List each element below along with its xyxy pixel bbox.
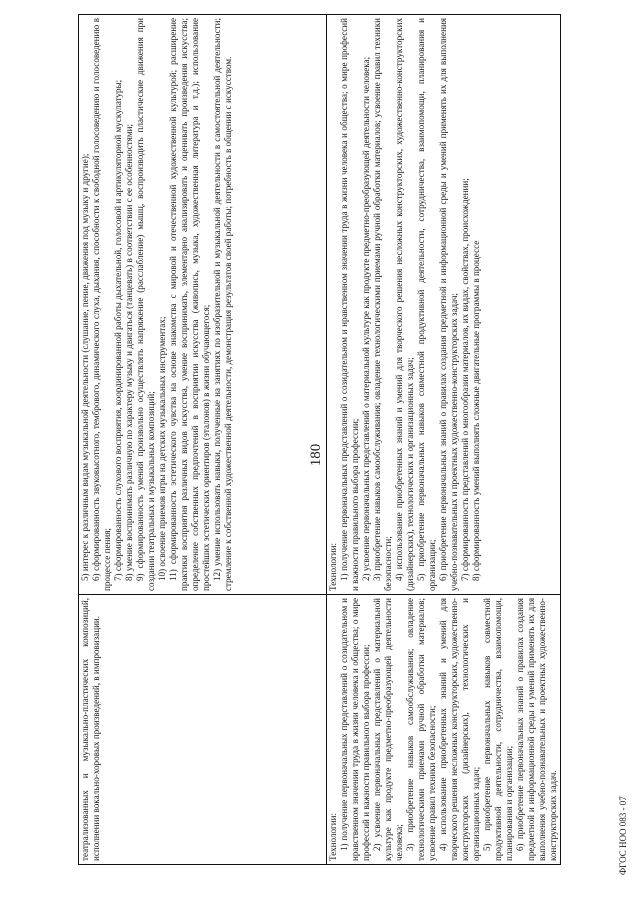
list-item: театрализованных и музыкально-пластических композиций, исполнении вокально-хоровых произведений, в импровизации. [80, 598, 101, 861]
cell-technology-left [327, 595, 561, 865]
list-item: 6) сформированность звуковысотного, тембрового, динамического слуха, дыхания, способности к свободной голосоведению и голосоведению в процессе пения; [91, 18, 112, 591]
list-item: 9) сформированность умений произвольно осуществлять напряжение (расслабление) мышц, воспроизводить пластические движения при создании театральных и музыкальных композиций; [135, 18, 156, 591]
table-row-technology [327, 15, 561, 865]
document-code: ФГОС НОО 083 - 07 [618, 796, 628, 875]
list-item: 12) умение использовать навыки, полученные на занятиях по изобразительной и музыкальной деятельности в самостоятельной деятельности; стремление к собственной художественной деятельности, демонстрация результатов своей работы; потребность в общении с искусством. [212, 18, 233, 591]
section-heading: Технологии: [328, 812, 338, 861]
list-item: 3) приобретение навыков самообслуживания; овладение технологическими приемами ручной обработки материалов; усвоение правил техники безопасности; [372, 18, 393, 591]
requirements-table [78, 14, 561, 865]
list-item: 8) сформированность умений выполнять сложные двигательные программы в процессе [471, 240, 481, 581]
cell-music-right [79, 15, 327, 595]
list-item: 8) умение воспринимать различную по характеру музыку и двигаться (танцевать) в соответствии с ее особенностями; [124, 124, 134, 581]
list-item: 2) усвоение первоначальных представлений о материальной культуре как продукте предметно-преобразующей деятельности человека; [361, 56, 371, 581]
table-row-music [79, 15, 327, 865]
list-item: 3) приобретение навыков самообслуживания; овладение технологическими приемами ручной обработки материалов; усвоение правил техники безопасности; [405, 598, 437, 861]
list-item: 5) приобретение первоначальных навыков совместной продуктивной деятельности, сотрудничества, взаимопомощи, планирования и организации; [416, 18, 437, 591]
list-item: 7) сформированность слухового восприятия, координированной работы дыхательной, голосовой и артикуляторной мускулатуры; [113, 79, 123, 581]
list-item: 6) приобретение первоначальных знаний о правилах создания предметной и информационной среды и умений применять их для выполнения учебно-познавательных и проектных художественно-конструкторских задач; [438, 18, 459, 591]
list-item: 10) освоение приемов игры на детских музыкальных инструментах; [157, 316, 167, 581]
list-item: 5) интерес к различным видам музыкальной деятельности (слушание, пение, движения под музыку и другие); [80, 153, 90, 581]
list-item: 4) использование приобретенных знаний и умений для творческого решения несложных конструкторских, художественно-конструкторских (дизайнерских), технологических и организационных задач; [438, 598, 481, 861]
list-item: 5) приобретение первоначальных навыков совместной продуктивной деятельности, сотрудничества, взаимопомощи, планирования и организации; [482, 598, 514, 861]
list-item: 6) приобретение первоначальных знаний о правилах создания предметной и информационной среды и умений применять их для выполнения учебно-познавательных и проектных художественно-конструкторских задач. [515, 598, 558, 861]
cell-technology-right [327, 15, 561, 595]
list-item: 11) сформированность эстетического чувства на основе знакомства с мировой и отечественной художественной культурой; расширение практики восприятия различных видов искусства, умение воспринимать, элементарно анализировать и оценивать произведения искусства; определение собственных предпочтений в восприятии искусства (живопись, музыка, художественная литература и т.д.); использование простейших эстетических ориентиров (эталонов) в жизни обучающегося; [168, 18, 211, 591]
section-heading: Технологии: [328, 542, 338, 591]
list-item: 7) сформированность представлений о многообразии материалов, их видах, свойствах, происхождении; [460, 178, 470, 581]
list-item: 2) усвоение первоначальных представлений о материальной культуре как продукте предметно-преобразующей деятельности человека; [372, 598, 404, 861]
page-number: 180 [308, 443, 324, 467]
cell-music-left [79, 595, 327, 865]
list-item: 1) получение первоначальных представлений о созидательном и нравственном значении труда в жизни человека и общества; о мире профессий и важности правильного выбора профессии; [339, 18, 360, 591]
list-item: 4) использование приобретенных знаний и умений для творческого решения несложных конструкторских, художественно-конструкторских (дизайнерских), технологических и организационных задач; [394, 18, 415, 591]
list-item: 1) получение первоначальных представлений о созидательном и нравственном значении труда в жизни человека и общества; о мире профессий и важности правильного выбора профессии; [339, 598, 371, 861]
